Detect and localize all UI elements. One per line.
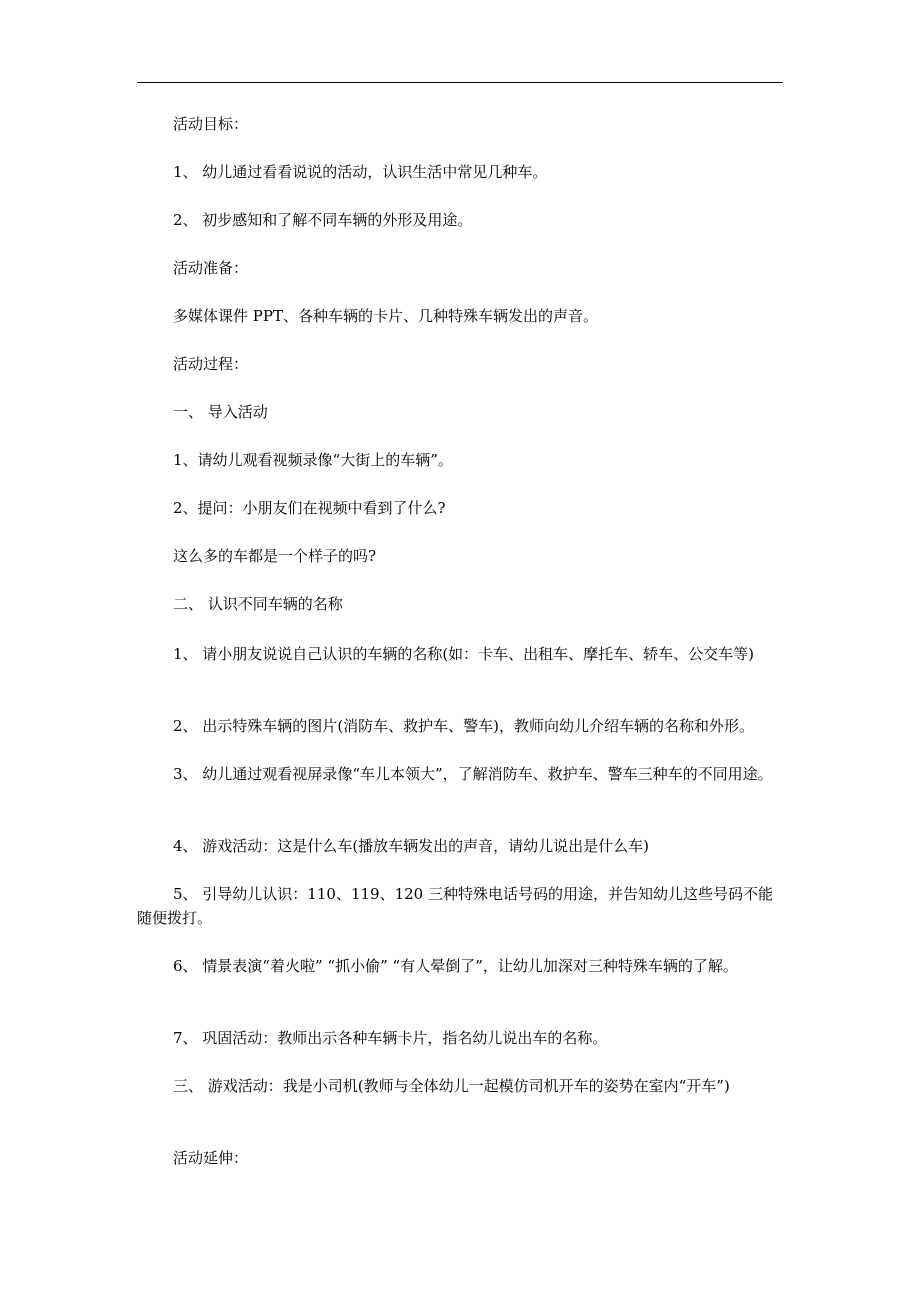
heading-activity-preparation: 活动准备： xyxy=(173,259,249,277)
section-2-step-1: 1、 请小朋友说说自己认识的车辆的名称(如：卡车、出租车、摩托车、轿车、公交车等) xyxy=(173,645,755,663)
heading-activity-goals: 活动目标： xyxy=(173,115,249,133)
heading-activity-extension: 活动延伸： xyxy=(173,1149,249,1167)
goal-item-1: 1、 幼儿通过看看说说的活动，认识生活中常见几种车。 xyxy=(173,163,548,181)
section-3-heading: 三、 游戏活动：我是小司机(教师与全体幼儿一起模仿司机开车的姿势在室内“开车”) xyxy=(173,1077,730,1095)
section-2-step-5: 5、 引导幼儿认识：110、119、120 三种特殊电话号码的用途，并告知幼儿这些号码不能随便拨打。 xyxy=(137,885,773,927)
header-rule xyxy=(137,82,783,83)
section-1-heading: 一、 导入活动 xyxy=(173,403,268,421)
section-2-step-7: 7、 巩固活动：教师出示各种车辆卡片，指名幼儿说出车的名称。 xyxy=(173,1029,608,1047)
section-2-step-6: 6、 情景表演“着火啦” “抓小偷” “有人晕倒了”，让幼儿加深对三种特殊车辆的了解。 xyxy=(173,957,738,975)
section-1-step-1: 1、请幼儿观看视频录像“大街上的车辆”。 xyxy=(173,451,453,469)
section-1-followup-question: 这么多的车都是一个样子的吗? xyxy=(173,547,377,565)
section-2-step-3: 3、 幼儿通过观看视屏录像“车儿本领大”，了解消防车、救护车、警车三种车的不同用途。 xyxy=(173,765,773,783)
section-2-step-2: 2、 出示特殊车辆的图片(消防车、救护车、警车)，教师向幼儿介绍车辆的名称和外形。 xyxy=(173,717,755,735)
section-2-step-4: 4、 游戏活动：这是什么车(播放车辆发出的声音，请幼儿说出是什么车) xyxy=(173,837,650,855)
heading-activity-process: 活动过程： xyxy=(173,355,249,373)
section-1-step-2: 2、提问：小朋友们在视频中看到了什么? xyxy=(173,499,446,517)
preparation-text: 多媒体课件 PPT、各种车辆的卡片、几种特殊车辆发出的声音。 xyxy=(173,307,598,325)
section-2-heading: 二、 认识不同车辆的名称 xyxy=(173,595,343,613)
goal-item-2: 2、 初步感知和了解不同车辆的外形及用途。 xyxy=(173,211,473,229)
